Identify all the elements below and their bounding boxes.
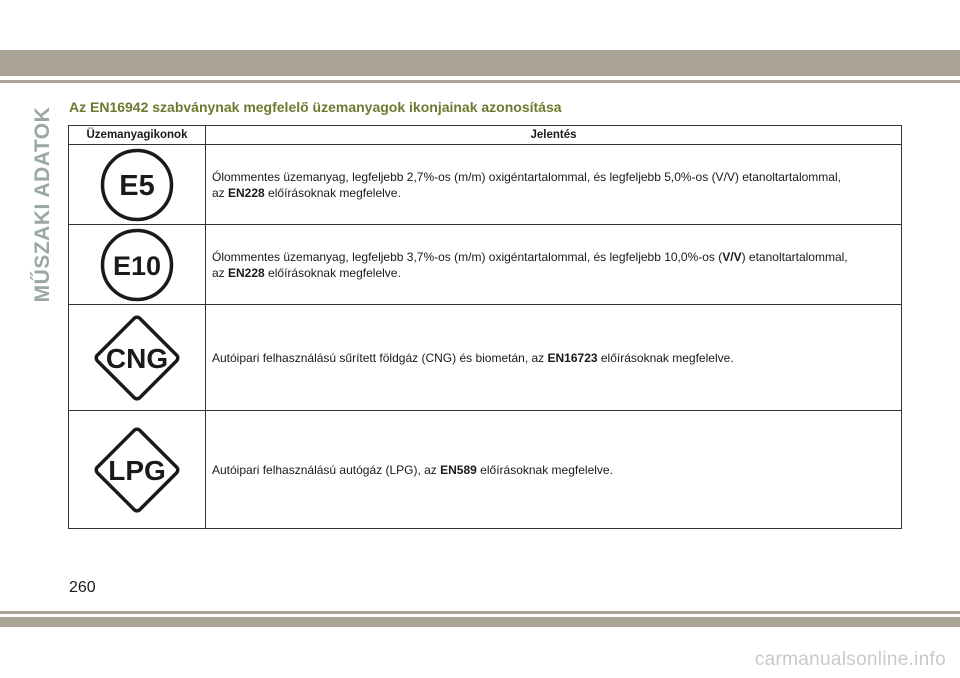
e10-circle-icon [99,227,175,303]
cng-icon-label: CNG [105,342,169,374]
standard-code: EN228 [228,265,265,280]
meaning-cell [206,225,902,305]
bottom-decorative-band [0,617,960,627]
meaning-cell [206,411,902,529]
icon-cell [69,411,206,529]
meaning-cell [206,145,902,225]
e5-icon-label: E5 [119,169,155,202]
description-text: Autóipari felhasználású autógáz (LPG), az [212,462,441,477]
table-row [69,305,902,411]
section-side-label: MŰSZAKI ADATOK [31,106,54,303]
table-row [69,411,902,529]
description-text: az [212,265,229,280]
description-text: Ólommentes üzemanyag, legfeljebb 2,7%-os (m/m) oxigéntartalommal, és legfeljebb 5,0%-os (V/V) etanoltartalommal, [212,169,841,184]
description-text: ) etanoltartalommal, [741,249,848,264]
meaning-cell [206,305,902,411]
lpg-diamond-icon [87,420,187,520]
description-text: előírásoknak megfelelve. [597,350,734,365]
lpg-icon-label: LPG [108,454,166,486]
watermark: carmanualsonline.info [754,649,946,670]
icon-cell [69,305,206,411]
e10-icon-label: E10 [112,250,162,281]
e5-circle-icon [99,147,175,223]
table-row [69,225,902,305]
description-text: az [212,185,229,200]
icon-cell [69,145,206,225]
top-decorative-band [0,50,960,76]
standard-code: EN228 [228,185,265,200]
top-decorative-line [0,80,960,83]
icon-cell [69,225,206,305]
bottom-decorative-line [0,611,960,614]
description-text: előírásoknak megfelelve. [264,265,401,280]
page-title: Az EN16942 szabványnak megfelelő üzemanyagok ikonjainak azonosítása [69,99,562,115]
table-header-row [69,126,902,145]
cng-diamond-icon [87,308,187,408]
description-text: Ólommentes üzemanyag, legfeljebb 3,7%-os (m/m) oxigéntartalommal, és legfeljebb 10,0%-os ( [212,249,723,264]
column-header-icons: Üzemanyagikonok [69,126,206,145]
standard-code: EN589 [440,462,477,477]
description-text: Autóipari felhasználású sűrített földgáz (CNG) és biometán, az [212,350,548,365]
description-text: előírásoknak megfelelve. [476,462,613,477]
column-header-meaning: Jelentés [206,126,902,145]
standard-code: EN16723 [547,350,598,365]
unit-code: V/V [722,249,742,264]
description-text: előírásoknak megfelelve. [264,185,401,200]
fuel-icon-table [68,125,902,529]
page-number: 260 [69,579,96,596]
table-row [69,145,902,225]
